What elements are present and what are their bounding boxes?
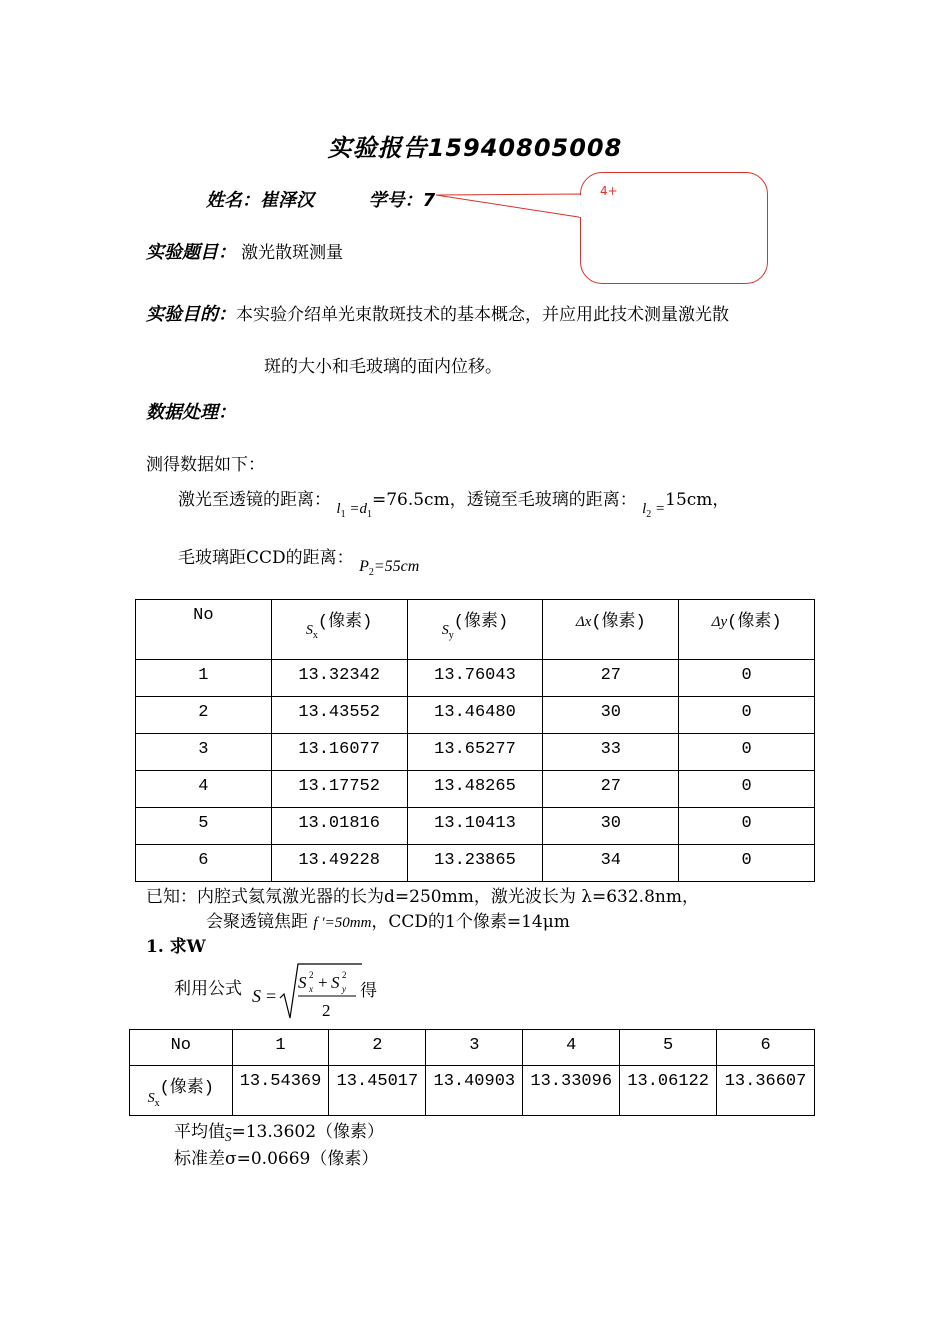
header-dx: Δx(像素): [543, 600, 679, 660]
table-cell: 13.46480: [407, 697, 543, 734]
table-row: [136, 771, 815, 808]
table-cell: 13.40903: [426, 1066, 523, 1116]
svg-text:S: S: [298, 973, 307, 992]
table-cell: 27: [543, 771, 679, 808]
purpose-text-1: 本实验介绍单光束散斑技术的基本概念，并应用此技术测量激光散: [236, 305, 729, 325]
student-id-label: 学号：: [368, 190, 423, 211]
table-cell: 0: [679, 734, 815, 771]
l2-formula: $l_2$ =: [642, 501, 666, 520]
table-cell: 0: [679, 845, 815, 882]
table-cell: 13.36607: [717, 1066, 815, 1116]
svg-text:2: 2: [342, 970, 347, 980]
table-cell: 27: [543, 660, 679, 697]
distance2-value: 15cm，: [665, 490, 730, 510]
header-no: No: [136, 600, 272, 660]
distance-line-1: [178, 485, 730, 520]
table-cell: 13.43552: [271, 697, 407, 734]
table-cell: 13.45017: [329, 1066, 426, 1116]
table-cell: 0: [679, 697, 815, 734]
topic-value: 激光散斑测量: [241, 243, 344, 263]
table-cell: 3: [426, 1030, 523, 1066]
table-cell: 13.16077: [271, 734, 407, 771]
table-cell: 2: [329, 1030, 426, 1066]
pixel-size: ，CCD的1个像素=14μm: [371, 912, 570, 932]
table-header-row: [130, 1030, 815, 1066]
table-cell: 1: [136, 660, 272, 697]
distance1-value: =76.5cm，透镜至毛玻璃的距离：: [371, 490, 637, 510]
table-cell: 4: [136, 771, 272, 808]
header-dy: Δy(像素): [679, 600, 815, 660]
focal-symbol: f ′: [313, 915, 325, 931]
svg-text:S: S: [331, 973, 340, 992]
table-cell: 30: [543, 808, 679, 845]
purpose-label: 实验目的：: [146, 304, 236, 325]
table-cell: No: [130, 1030, 233, 1066]
purpose-text-2: 斑的大小和毛玻璃的面内位移。: [264, 357, 502, 377]
distance-line-2: [178, 543, 420, 579]
formula-prefix: 利用公式: [174, 979, 242, 999]
p2-formula: $P_2$: [359, 558, 374, 579]
table-cell: 3: [136, 734, 272, 771]
formula-suffix: 得: [360, 981, 377, 1001]
comment-pointer-cover: [0, 0, 950, 300]
measured-intro: 测得数据如下：: [146, 455, 265, 475]
distance3-label: 毛玻璃距CCD的距离：: [178, 548, 354, 568]
table-cell: 13.33096: [523, 1066, 620, 1116]
known-line-2: [206, 907, 570, 932]
svg-text:+: +: [318, 973, 328, 992]
svg-text:2: 2: [309, 970, 314, 980]
focal-value: =50mm: [324, 915, 372, 931]
focal-label: 会聚透镜焦距: [206, 912, 308, 932]
topic-label: 实验题目：: [146, 242, 236, 263]
table-cell: 13.32342: [271, 660, 407, 697]
table-cell: 13.17752: [271, 771, 407, 808]
table-cell: 13.76043: [407, 660, 543, 697]
table-cell: 5: [136, 808, 272, 845]
table-row: [136, 808, 815, 845]
mean-value: =13.3602（像素）: [231, 1122, 385, 1142]
table-cell: 13.10413: [407, 808, 543, 845]
name-value: 崔泽汉: [260, 190, 314, 211]
student-id-value: 7: [422, 190, 436, 211]
document-title: 实验报告15940805008: [327, 134, 623, 162]
svg-text:=: =: [266, 986, 277, 1006]
table-cell: 0: [679, 808, 815, 845]
table-cell: 0: [679, 771, 815, 808]
svg-text:S: S: [252, 986, 261, 1006]
header-sx: $_{S_x}$(像素): [271, 600, 407, 660]
table-cell: 2: [136, 697, 272, 734]
topic-line: [146, 238, 343, 264]
header-sy: $_{S_y}$(像素): [407, 600, 543, 660]
svg-text:y: y: [342, 984, 346, 994]
table-cell: 30: [543, 697, 679, 734]
table-row: [136, 734, 815, 771]
table-row: [130, 1066, 815, 1116]
table-cell: 13.48265: [407, 771, 543, 808]
table-cell: 4: [523, 1030, 620, 1066]
table-header-row: [136, 600, 815, 660]
rms-table: [129, 1029, 815, 1116]
table-cell: 13.49228: [271, 845, 407, 882]
table-row: [136, 697, 815, 734]
s-bar-symbol: S: [225, 1129, 232, 1144]
table-cell: 13.06122: [620, 1066, 717, 1116]
name-label: 姓名：: [206, 190, 260, 211]
table-cell: 5: [620, 1030, 717, 1066]
table-row: [136, 660, 815, 697]
table-cell: 13.65277: [407, 734, 543, 771]
rms-formula: [248, 960, 366, 1024]
table-cell: 13.54369: [232, 1066, 329, 1116]
svg-text:x: x: [309, 984, 313, 994]
mean-line: [174, 1117, 384, 1142]
table-cell: 6: [136, 845, 272, 882]
measurement-table: [135, 599, 815, 882]
svg-text:2: 2: [322, 1001, 331, 1020]
table-cell: 6: [717, 1030, 815, 1066]
std-line: 标准差σ=0.0669（像素）: [174, 1149, 379, 1169]
table-cell: 33: [543, 734, 679, 771]
table-cell: 13.01816: [271, 808, 407, 845]
table-row: [136, 845, 815, 882]
mean-label: 平均值: [174, 1122, 225, 1142]
table-cell: 34: [543, 845, 679, 882]
section-1-heading: 1. 求W: [146, 937, 206, 957]
table-cell: 13.23865: [407, 845, 543, 882]
table-cell: 1: [232, 1030, 329, 1066]
comment-text: 4+: [600, 184, 618, 198]
row-label: $_{S_x}$(像素): [130, 1066, 233, 1116]
purpose-line: [146, 300, 729, 326]
p2-value: =55cm: [373, 558, 420, 575]
distance1-label: 激光至透镜的距离：: [178, 490, 331, 510]
processing-label: 数据处理：: [146, 402, 236, 423]
l1-d1-formula: $l_1 =d_1$: [336, 501, 372, 520]
table-cell: 0: [679, 660, 815, 697]
known-line-1: 已知：内腔式氦氖激光器的长为d=250mm，激光波长为 λ=632.8nm，: [146, 887, 699, 907]
